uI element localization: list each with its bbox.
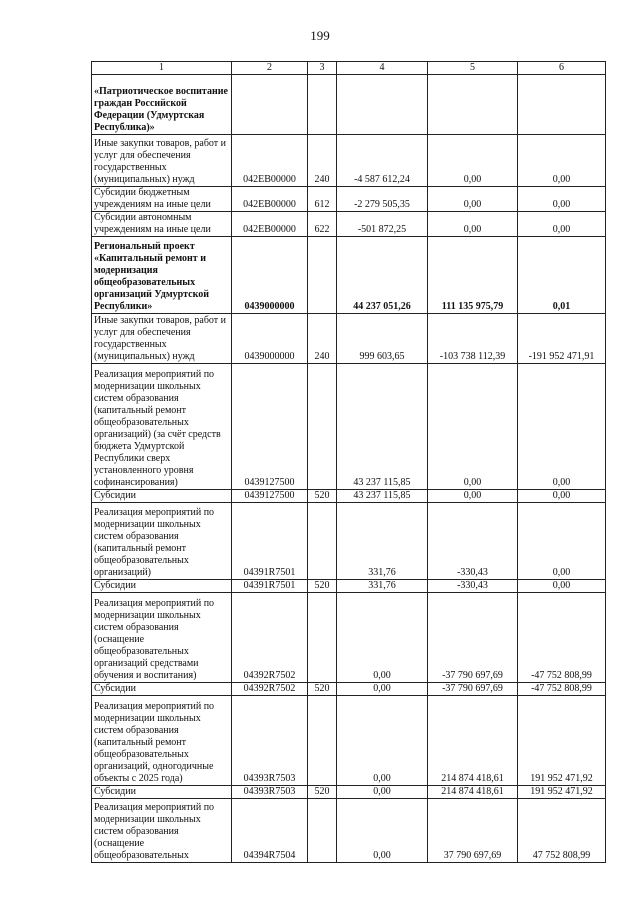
amount-col6: 191 952 471,92 [518,696,606,786]
amount-col6: 191 952 471,92 [518,786,606,799]
row-name: Субсидии [92,683,232,696]
target-article-code: 04392R7502 [232,593,308,683]
amount-col6: 0,00 [518,364,606,490]
expense-type-code [308,364,337,490]
amount-col6 [518,75,606,135]
amount-col4: 0,00 [337,799,428,863]
row-name: Субсидии [92,786,232,799]
amount-col6: 0,00 [518,187,606,212]
table-row [92,696,606,786]
amount-col5: -330,43 [428,580,518,593]
amount-col5: -103 738 112,39 [428,314,518,364]
table-row [92,799,606,863]
target-article-code: 0439000000 [232,237,308,314]
target-article-code: 042ЕВ00000 [232,187,308,212]
amount-col4: -2 279 505,35 [337,187,428,212]
amount-col6: 0,00 [518,212,606,237]
expense-type-code [308,799,337,863]
target-article-code: 042ЕВ00000 [232,135,308,187]
row-name: Субсидии бюджетным учреждениям на иные цели [92,187,232,212]
table-row [92,364,606,490]
amount-col6: 47 752 808,99 [518,799,606,863]
budget-table [91,61,606,863]
row-name: Реализация мероприятий по модернизации школьных систем образования (оснащение общеобразовательных [92,799,232,863]
table-row [92,683,606,696]
amount-col5: -37 790 697,69 [428,683,518,696]
amount-col4 [337,75,428,135]
amount-col4: 0,00 [337,683,428,696]
page-number: 199 [310,28,330,43]
target-article-code [232,75,308,135]
column-header: 1 [92,62,232,75]
amount-col5: -330,43 [428,503,518,580]
expense-type-code: 520 [308,786,337,799]
expense-type-code: 520 [308,580,337,593]
amount-col4: 43 237 115,85 [337,490,428,503]
amount-col6: 0,00 [518,490,606,503]
amount-col4: 0,00 [337,786,428,799]
table-row [92,75,606,135]
column-number-row [92,62,606,75]
expense-type-code: 622 [308,212,337,237]
amount-col5: 0,00 [428,187,518,212]
table-row [92,786,606,799]
amount-col5: 214 874 418,61 [428,696,518,786]
amount-col4: -4 587 612,24 [337,135,428,187]
amount-col5: 37 790 697,69 [428,799,518,863]
amount-col5: 0,00 [428,212,518,237]
amount-col5: 0,00 [428,364,518,490]
target-article-code: 04391R7501 [232,503,308,580]
target-article-code: 042ЕВ00000 [232,212,308,237]
row-name: Иные закупки товаров, работ и услуг для обеспечения государственных (муниципальных) нужд [92,135,232,187]
target-article-code: 04394R7504 [232,799,308,863]
column-header: 2 [232,62,308,75]
expense-type-code: 520 [308,490,337,503]
target-article-code: 04392R7502 [232,683,308,696]
amount-col5 [428,75,518,135]
row-name: Региональный проект «Капитальный ремонт и модернизация общеобразовательных организаций Удмуртской Республики» [92,237,232,314]
target-article-code: 0439127500 [232,490,308,503]
target-article-code: 04393R7503 [232,786,308,799]
amount-col6: -191 952 471,91 [518,314,606,364]
amount-col6: -47 752 808,99 [518,593,606,683]
row-name: Иные закупки товаров, работ и услуг для обеспечения государственных (муниципальных) нужд [92,314,232,364]
amount-col4: 44 237 051,26 [337,237,428,314]
target-article-code: 0439000000 [232,314,308,364]
amount-col4: 331,76 [337,503,428,580]
expense-type-code [308,503,337,580]
amount-col5: -37 790 697,69 [428,593,518,683]
row-name: Реализация мероприятий по модернизации школьных систем образования (капитальный ремонт общеобразовательных организаций) (за счёт средств бюджета Удмуртской Республики сверх установленного уровня софинансирования) [92,364,232,490]
expense-type-code: 520 [308,683,337,696]
amount-col6: 0,00 [518,503,606,580]
expense-type-code: 240 [308,135,337,187]
row-name: Субсидии [92,490,232,503]
table-row [92,135,606,187]
expense-type-code: 240 [308,314,337,364]
expense-type-code [308,593,337,683]
amount-col4: 0,00 [337,593,428,683]
row-name: Реализация мероприятий по модернизации школьных систем образования (капитальный ремонт общеобразовательных организаций) [92,503,232,580]
expense-type-code [308,75,337,135]
amount-col4: 43 237 115,85 [337,364,428,490]
target-article-code: 04393R7503 [232,696,308,786]
row-name: Субсидии [92,580,232,593]
column-header: 3 [308,62,337,75]
row-name: Субсидии автономным учреждениям на иные цели [92,212,232,237]
table-row [92,490,606,503]
row-name: Реализация мероприятий по модернизации школьных систем образования (оснащение общеобразовательных организаций средствами обучения и воспитания) [92,593,232,683]
amount-col4: 331,76 [337,580,428,593]
amount-col6: 0,00 [518,580,606,593]
table-row [92,593,606,683]
amount-col4: -501 872,25 [337,212,428,237]
expense-type-code [308,696,337,786]
row-name: «Патриотическое воспитание граждан Российской Федерации (Удмуртская Республика)» [92,75,232,135]
table-row [92,314,606,364]
amount-col6: 0,00 [518,135,606,187]
amount-col6: -47 752 808,99 [518,683,606,696]
table-row [92,212,606,237]
table-row [92,503,606,580]
amount-col5: 0,00 [428,135,518,187]
amount-col4: 999 603,65 [337,314,428,364]
row-name: Реализация мероприятий по модернизации школьных систем образования (капитальный ремонт общеобразовательных организаций, одногодичные объекты с 2025 года) [92,696,232,786]
target-article-code: 0439127500 [232,364,308,490]
column-header: 4 [337,62,428,75]
amount-col5: 111 135 975,79 [428,237,518,314]
table-row [92,580,606,593]
table-row [92,237,606,314]
table-row [92,187,606,212]
amount-col4: 0,00 [337,696,428,786]
column-header: 6 [518,62,606,75]
amount-col5: 0,00 [428,490,518,503]
target-article-code: 04391R7501 [232,580,308,593]
expense-type-code [308,237,337,314]
column-header: 5 [428,62,518,75]
amount-col5: 214 874 418,61 [428,786,518,799]
amount-col6: 0,01 [518,237,606,314]
expense-type-code: 612 [308,187,337,212]
